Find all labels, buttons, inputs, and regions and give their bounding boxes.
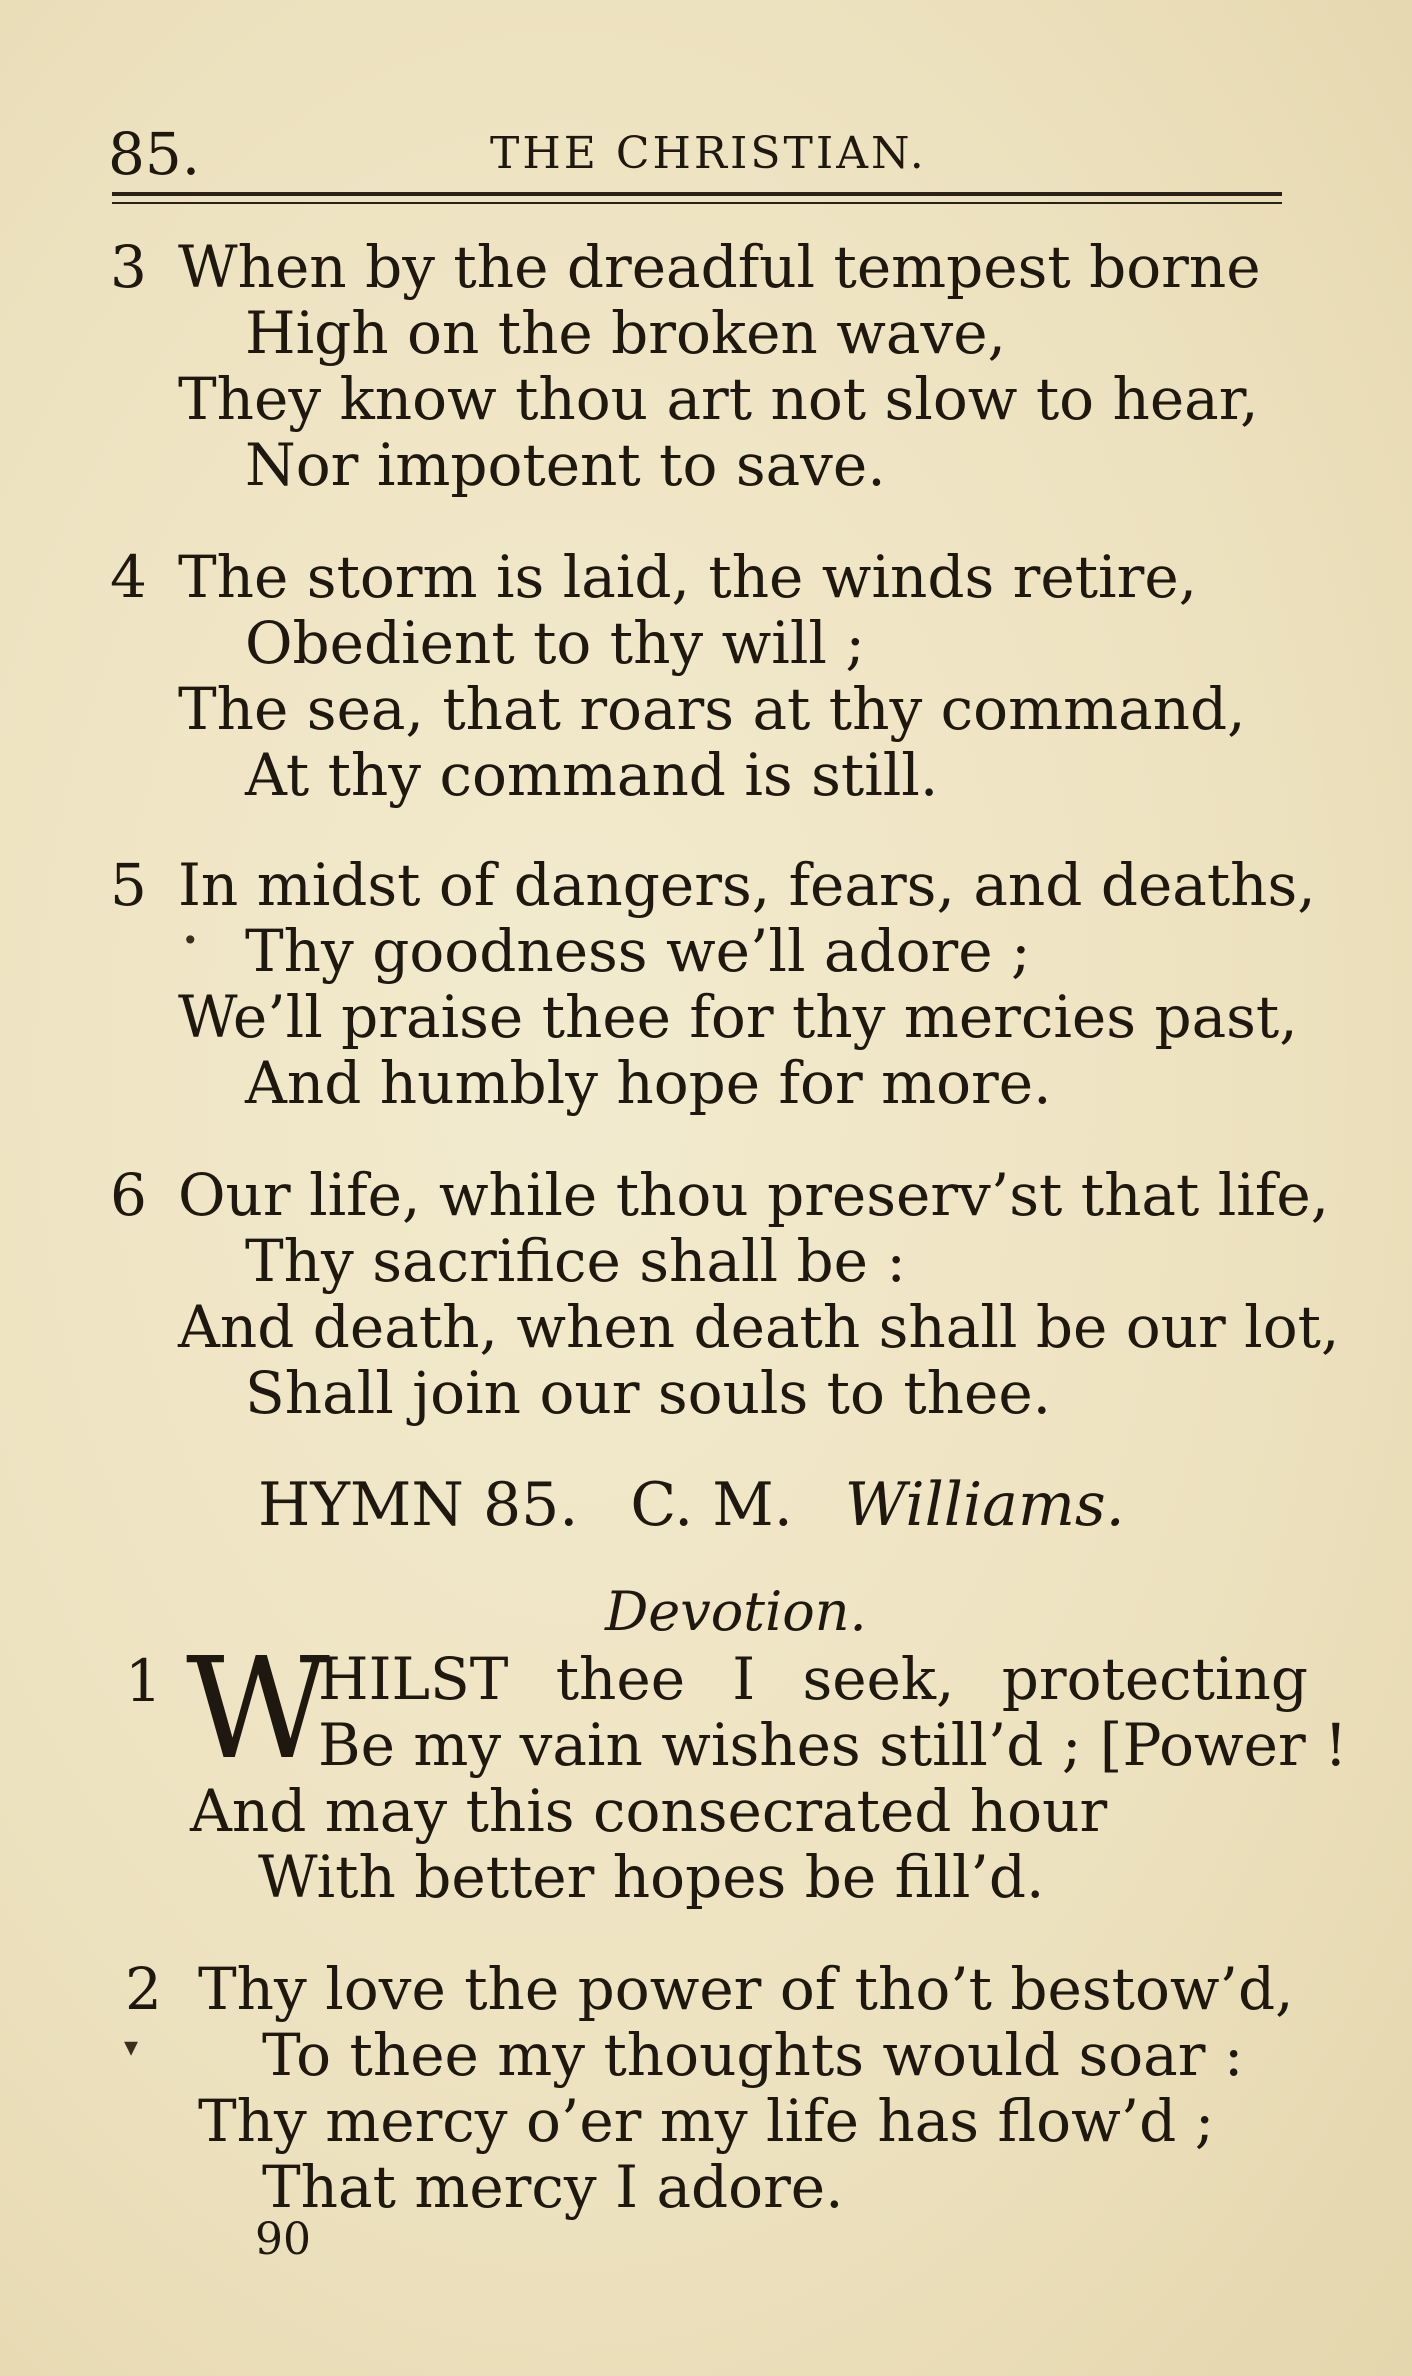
signature-mark: 90 <box>255 2214 311 2265</box>
verse-line: At thy command is still. <box>245 741 939 809</box>
hymn-meter: C. M. <box>630 1470 793 1540</box>
verse-line: That mercy I adore. <box>262 2153 844 2221</box>
verse-line-justified <box>318 1645 1308 1713</box>
verse-line: Obedient to thy will ; <box>245 609 865 677</box>
ink-speck: • <box>182 924 199 957</box>
stanza-number: 1 <box>125 1647 162 1715</box>
verse-line: And death, when death shall be our lot, <box>178 1293 1340 1361</box>
hymn-subtitle: Devotion. <box>605 1580 867 1643</box>
verse-line: To thee my thoughts would soar : <box>262 2021 1244 2089</box>
header-rule-thick <box>112 192 1282 196</box>
stanza-number: 4 <box>110 543 147 611</box>
ink-speck: ▾ <box>124 2030 139 2063</box>
verse-line: Be my vain wishes still’d ; [Power ! <box>318 1711 1348 1779</box>
verse-line: Thy mercy o’er my life has flow’d ; <box>198 2087 1215 2155</box>
verse-line: Thy love the power of tho’t bestow’d, <box>198 1955 1294 2023</box>
verse-line: They know thou art not slow to hear, <box>178 365 1259 433</box>
page-number: 85. <box>108 120 201 188</box>
verse-line: When by the dreadful tempest borne <box>178 233 1261 301</box>
stanza-number: 5 <box>110 851 147 919</box>
verse-word: thee <box>555 1645 686 1713</box>
header-rule-thin <box>112 202 1282 204</box>
verse-line: With better hopes be fill’d. <box>258 1843 1045 1911</box>
verse-word: I <box>732 1645 756 1713</box>
hymn-title: HYMN 85. <box>258 1470 579 1540</box>
verse-line: The storm is laid, the winds retire, <box>178 543 1198 611</box>
verse-word: HILST <box>318 1645 509 1713</box>
verse-line: Thy sacrifice shall be : <box>245 1227 906 1295</box>
verse-line: Nor impotent to save. <box>245 431 886 499</box>
verse-line: The sea, that roars at thy command, <box>178 675 1246 743</box>
hymn-composer: Williams. <box>844 1470 1125 1540</box>
verse-line: High on the broken wave, <box>245 299 1006 367</box>
verse-line: We’ll praise thee for thy mercies past, <box>178 983 1298 1051</box>
verse-line: And may this consecrated hour <box>190 1777 1108 1845</box>
stanza-number: 3 <box>110 233 147 301</box>
running-title: THE CHRISTIAN. <box>490 128 927 179</box>
verse-line: Our life, while thou preserv’st that life, <box>178 1161 1330 1229</box>
verse-word: protecting <box>1001 1645 1308 1713</box>
verse-line: In midst of dangers, fears, and deaths, <box>178 851 1316 919</box>
stanza-number: 6 <box>110 1161 147 1229</box>
verse-line: And humbly hope for more. <box>245 1049 1052 1117</box>
drop-cap: W <box>186 1628 330 1791</box>
verse-word: seek, <box>802 1645 955 1713</box>
stanza-number: 2 <box>125 1955 162 2023</box>
hymn-heading <box>258 1470 1125 1540</box>
verse-line: Shall join our souls to thee. <box>245 1359 1052 1427</box>
verse-line: Thy goodness we’ll adore ; <box>245 917 1031 985</box>
